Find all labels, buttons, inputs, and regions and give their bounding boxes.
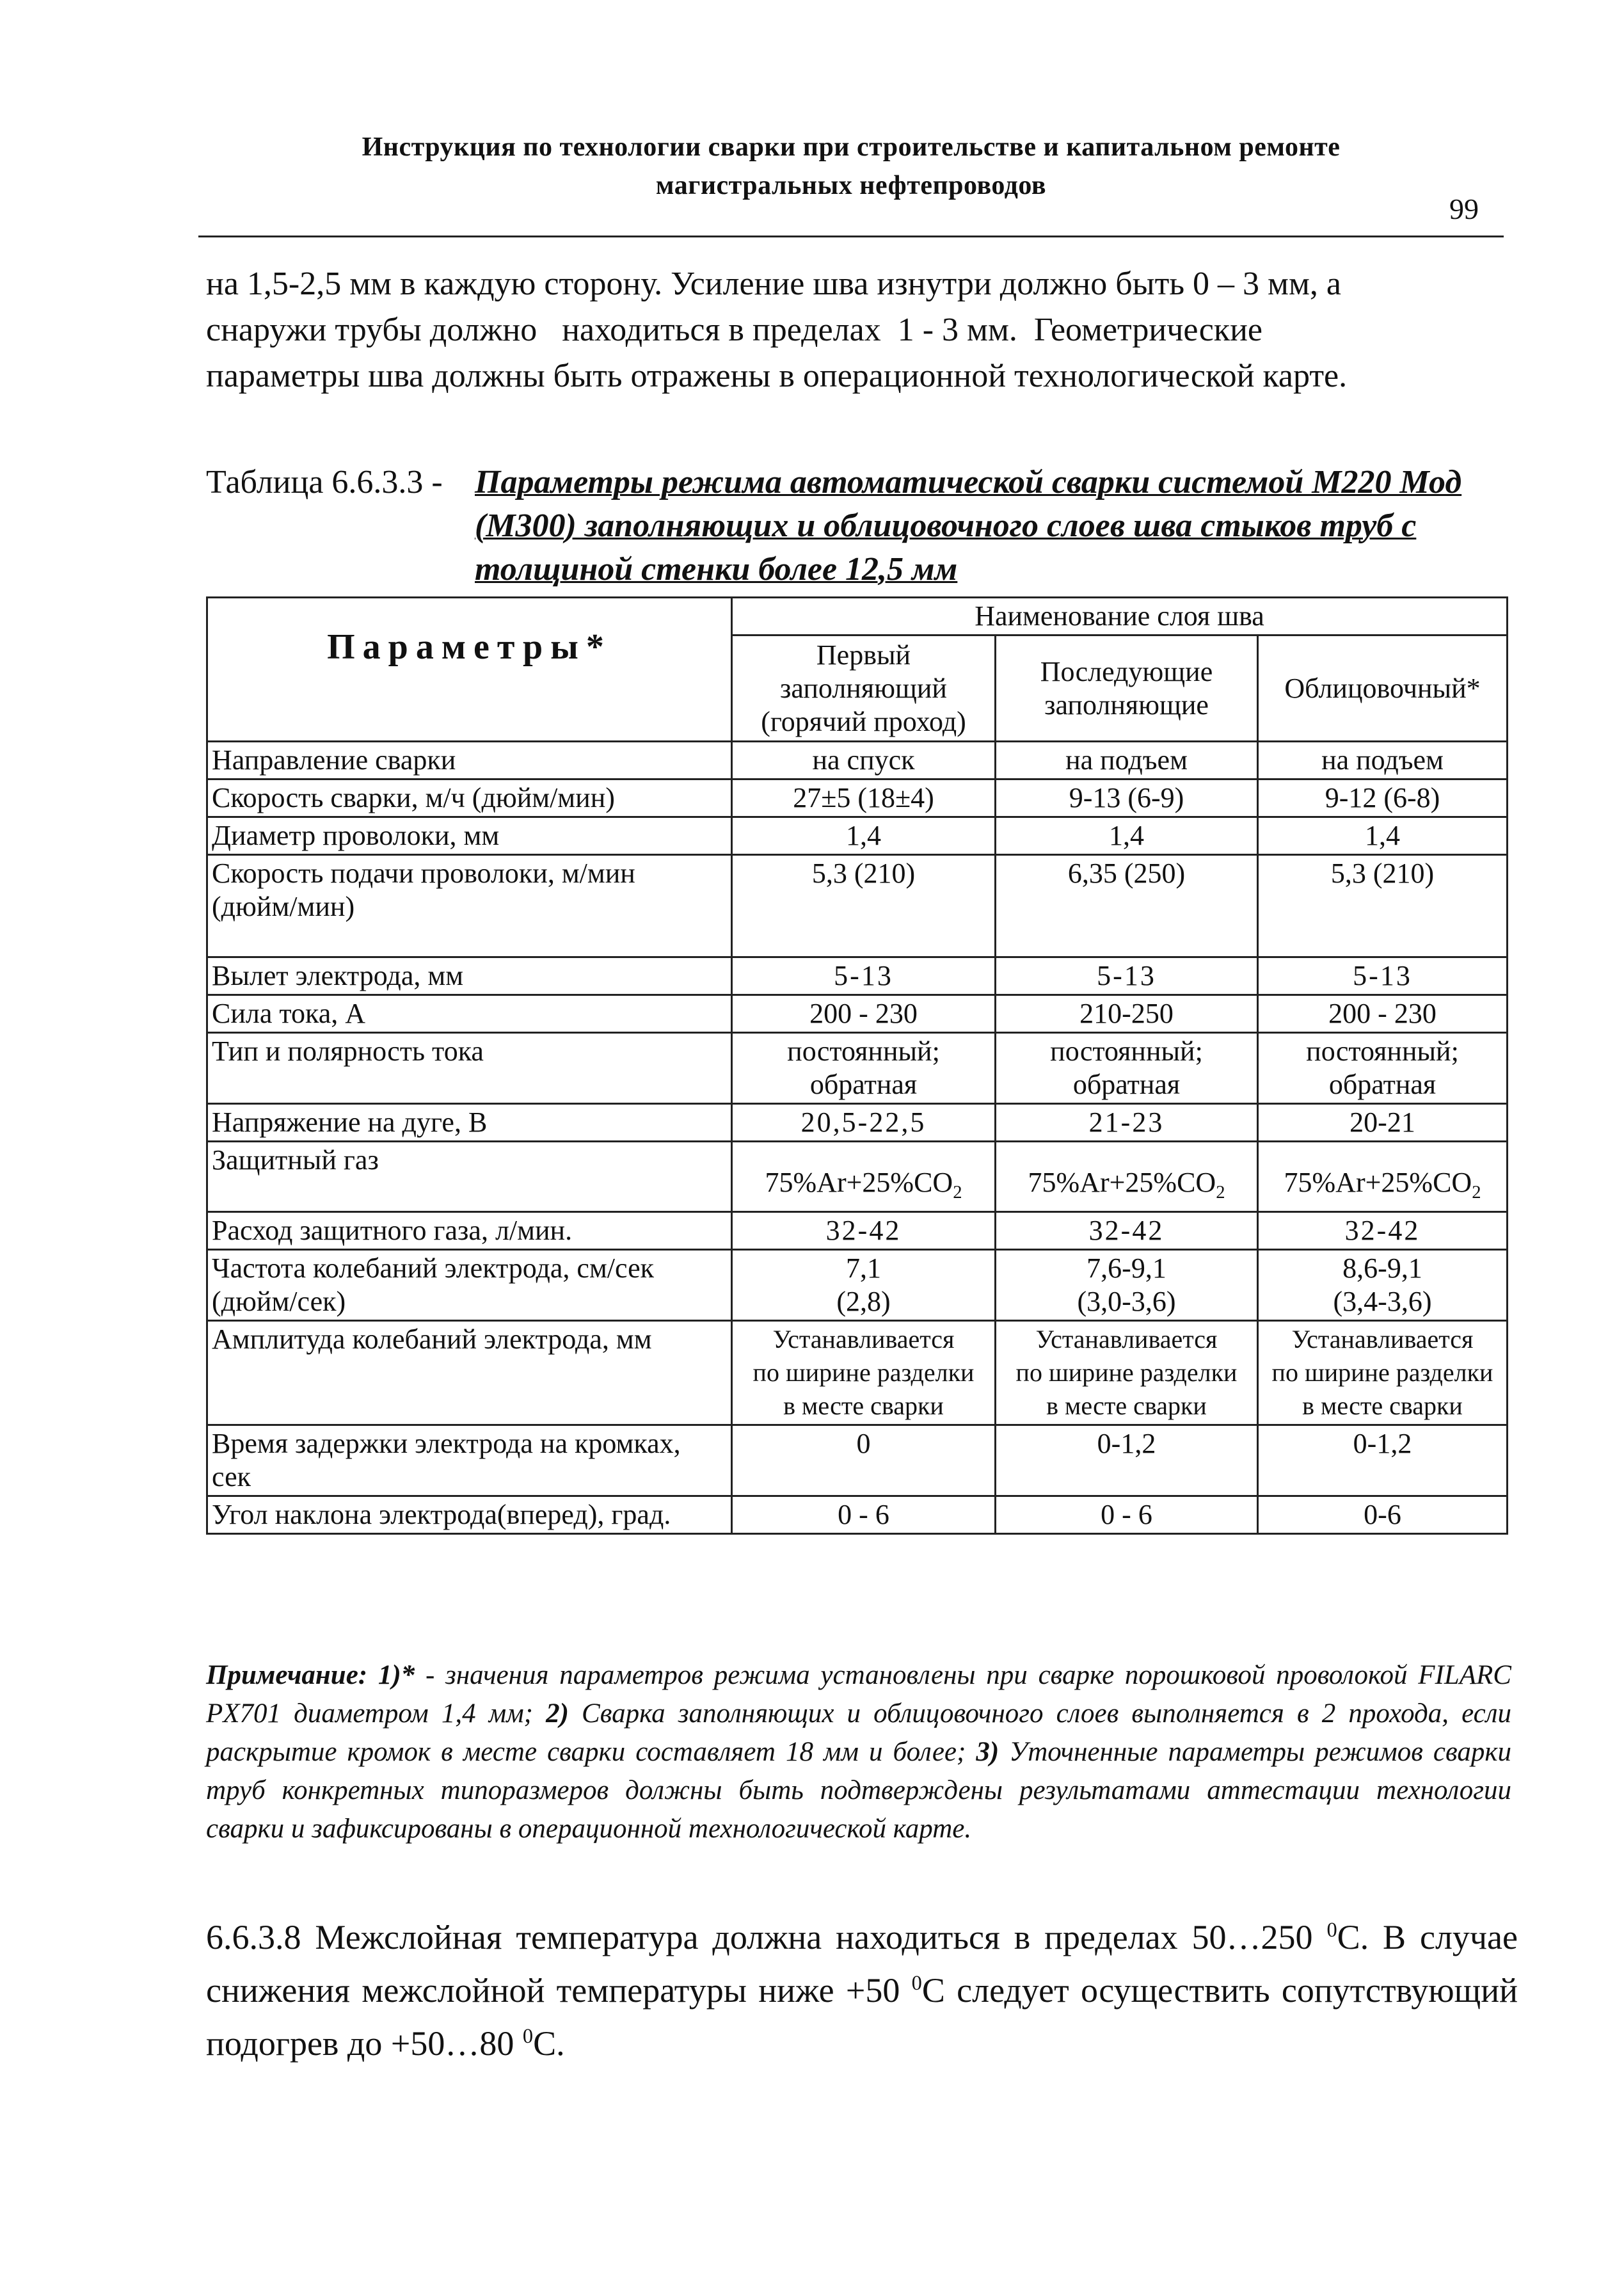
welding-parameters-table [206,596,1508,1535]
paragraph-line: на 1,5-2,5 мм в каждую сторону. Усиление шва изнутри должно быть 0 – 3 мм, а [206,266,1341,302]
table-row: Сила тока, А 200 - 230 210-250 200 - 230 [207,995,1508,1033]
table-row: Вылет электрода, мм 5-13 5-13 5-13 [207,957,1508,995]
document-header [198,128,1504,205]
col-first-fill-header: Первый заполняющий (горячий проход) [732,635,996,742]
table-row: Скорость сварки, м/ч (дюйм/мин) 27±5 (18±4) 9-13 (6-9) 9-12 (6-8) [207,779,1508,817]
table-row: Скорость подачи проволоки, м/мин (дюйм/мин) 5,3 (210) 6,35 (250) 5,3 (210) [207,855,1508,957]
header-line-2: магистральных нефтепроводов [655,171,1047,200]
col-next-fill-header: Последующие заполняющие [996,635,1258,742]
table-row: Направление сварки на спуск на подъем на подъем [207,742,1508,779]
table-number: Таблица 6.6.3.3 - [206,464,443,500]
table-header-row [207,598,1508,635]
layer-group-header: Наименование слоя шва [732,598,1508,635]
table-row: Время задержки электрода на кромках, сек 0 0-1,2 0-1,2 [207,1425,1508,1496]
paragraph-seam-reinforcement [206,261,1518,399]
table-row: Частота колебаний электрода, см/сек (дюйм/сек) 7,1 (2,8) 7,6-9,1 (3,0-3,6) 8,6-9,1 (3,4-3,6) [207,1250,1508,1321]
table-row: Тип и полярность тока постоянный; обратная постоянный; обратная постоянный; обратная [207,1033,1508,1104]
paragraph-line: параметры шва должны быть отражены в операционной технологической карте. [206,358,1348,394]
paragraph-line: снаружи трубы должно находиться в пределах 1 - 3 мм. Геометрические [206,312,1262,348]
table-row: Угол наклона электрода(вперед), град. 0 - 6 0 - 6 0-6 [207,1496,1508,1534]
table-row: Расход защитного газа, л/мин. 32-42 32-42 32-42 [207,1212,1508,1250]
header-rule [198,236,1504,237]
params-header: Параметры* [207,598,732,742]
col-cap-header: Облицовочный* [1258,635,1508,742]
page-number: 99 [1449,193,1479,225]
table-row: Диаметр проволоки, мм 1,4 1,4 1,4 [207,817,1508,855]
table-row: Амплитуда колебаний электрода, мм Устанавливается по ширине разделки в месте сварки Устанавливается по ширине разделки в месте сварки Устанавливается по ширине разделки в месте сварки [207,1321,1508,1425]
table-row: Защитный газ $75\%Ar+25\%CO_2$ $75\%Ar+25\%CO_2$ $75\%Ar+25\%CO_2$ [207,1142,1508,1212]
table-note: Примечание: 1)* - значения параметров режима установлены при сварке порошковой проволокой FILARC PX701 диаметром 1,4 мм; 2) Сварка заполняющих и облицовочного слоев выполняется в 2 прохода, если раскрытие кромок в месте сварки составляет 18 мм и более; 3) Уточненные параметры режимов сварки труб конкретных типоразмеров должны быть подтверждены результатами аттестации технологии сварки и зафиксированы в операционной технологической карте. [206,1660,1511,1844]
note-label: Примечание: 1)* [206,1660,415,1690]
table-title: Параметры режима автоматической сварки системой М220 Мод (М300) заполняющих и облицовочного слоев шва стыков труб с толщиной стенки более 12,5 мм [475,464,1462,587]
paragraph-interpass-temperature: 6.6.3.8 Межслойная температура должна находиться в пределах 50…250 $^0$С. В случае снижения межслойной температуры ниже +50 $^0$С следует осуществить сопутствующий подогрев до +50…80 $^0$С. [206,1918,1518,2063]
table-row: Напряжение на дуге, В 20,5-22,5 21-23 20-21 [207,1104,1508,1142]
header-line-1: Инструкция по технологии сварки при строительстве и капитальном ремонте [362,132,1341,162]
